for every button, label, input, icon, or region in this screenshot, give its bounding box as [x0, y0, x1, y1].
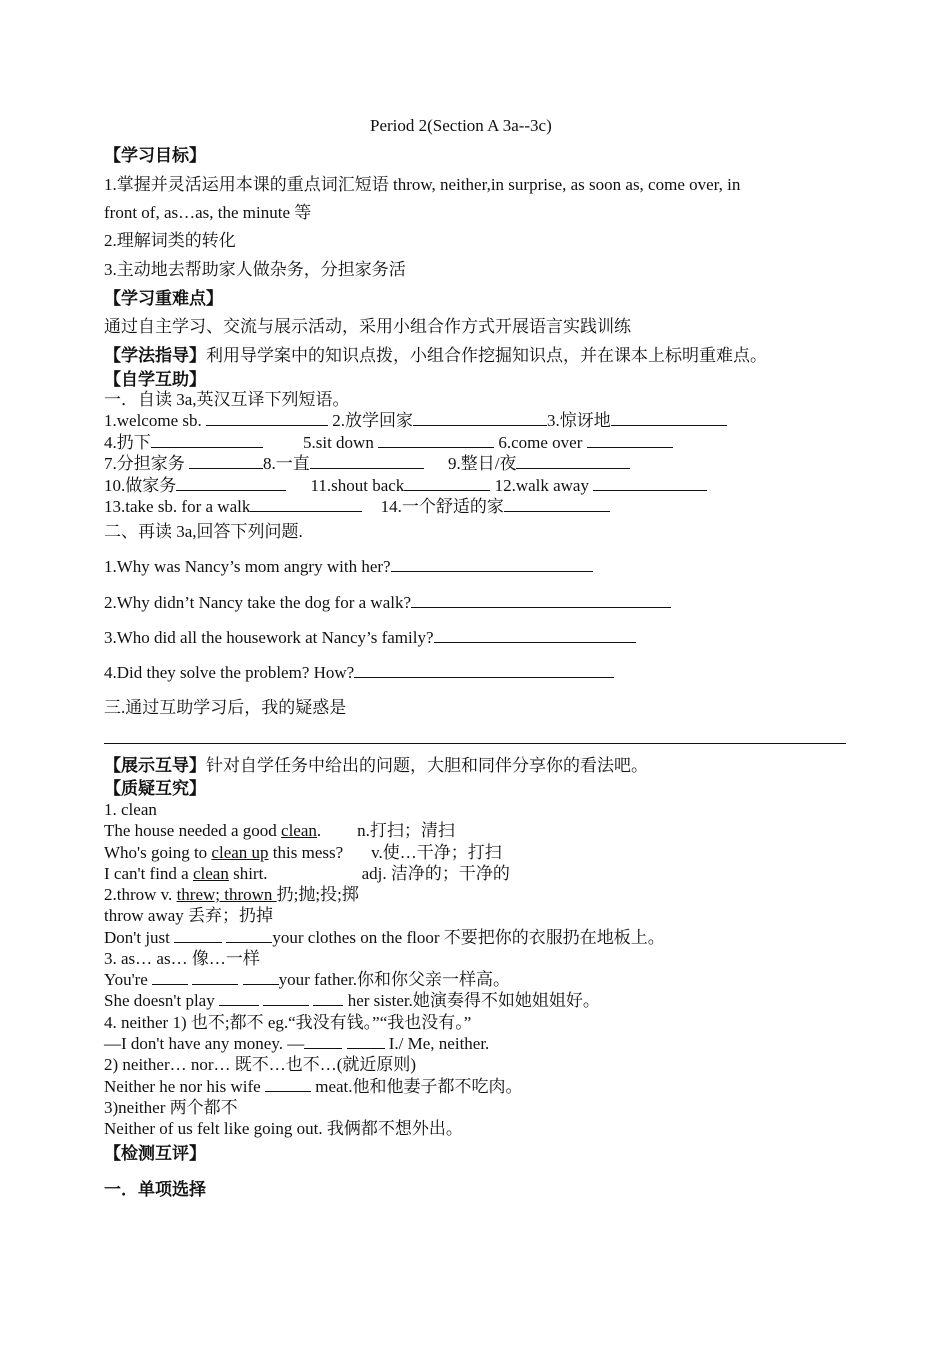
- throw-sentence: Don't just your clothes on the floor 不要把你的衣服扔在地板上。: [104, 928, 665, 947]
- asas-sentence-1: You're your father.你和你父亲一样高。: [104, 970, 510, 989]
- phrase-7-blank[interactable]: [189, 453, 263, 469]
- throw-away: throw away 丢弃；扔掉: [104, 906, 274, 925]
- phrase-13: 13.take sb. for a walk: [104, 497, 251, 516]
- phrase-12-blank[interactable]: [593, 475, 707, 491]
- phrase-9-blank[interactable]: [516, 453, 630, 469]
- test-part1: 一．单项选择: [104, 1180, 206, 1200]
- method-line: [104, 345, 767, 367]
- show-text: 针对自学任务中给出的问题，大胆和同伴分享你的看法吧。: [206, 756, 648, 775]
- phrase-11: 11.shout back: [310, 476, 405, 495]
- clean-sentence-3: I can't find a clean shirt. adj. 洁净的；干净的: [104, 864, 510, 883]
- phrase-9: 9.整日/夜: [448, 454, 517, 473]
- phrase-14: 14.一个舒适的家: [380, 497, 504, 516]
- phrase-row-5: [104, 496, 610, 518]
- goal-1-line-2: front of, as…as, the minute 等: [104, 203, 312, 222]
- method-text: 利用导学案中的知识点拨，小组合作挖掘知识点，并在课本上标明重难点。: [206, 346, 767, 365]
- question-4-answer[interactable]: [354, 662, 614, 678]
- phrase-11-blank[interactable]: [404, 475, 490, 491]
- phrase-row-3: [104, 453, 630, 475]
- neither-sentence-2: Neither he nor his wife meat.他和他妻子都不吃肉。: [104, 1077, 523, 1096]
- neither-blank-1[interactable]: [304, 1033, 342, 1049]
- phrase-12: 12.walk away: [494, 476, 589, 495]
- goals-heading: 【学习目标】: [104, 146, 206, 166]
- asas-sentence-2: She doesn't play her sister.她演奏得不如她姐姐好。: [104, 991, 600, 1010]
- question-1-answer[interactable]: [391, 556, 593, 572]
- question-3-answer[interactable]: [434, 627, 636, 643]
- asas-blank-1[interactable]: [152, 969, 188, 985]
- test-heading: 【检测互评】: [104, 1144, 206, 1164]
- neither-nor: 2) neither… nor… 既不…也不…(就近原则): [104, 1055, 417, 1074]
- neither-blank-3[interactable]: [265, 1076, 311, 1092]
- throw-blank-1[interactable]: [174, 927, 222, 943]
- phrase-row-2: [104, 432, 673, 454]
- page-title: Period 2(Section A 3a--3c): [370, 116, 552, 135]
- asas-blank-2[interactable]: [192, 969, 238, 985]
- phrase-10: 10.做家务: [104, 476, 177, 495]
- phrase-1-blank[interactable]: [206, 410, 328, 426]
- question-1-text: 1.Why was Nancy’s mom angry with her?: [104, 557, 391, 576]
- clean-sentence-2: Who's going to clean up this mess? v.使…干净；打扫: [104, 843, 502, 862]
- question-2-answer[interactable]: [411, 592, 671, 608]
- throw-head: 2.throw v. threw; thrown 扔;抛;投;掷: [104, 885, 359, 904]
- throw-blank-2[interactable]: [226, 927, 272, 943]
- phrase-5: 5.sit down: [303, 433, 374, 452]
- neither-head: 4. neither 1) 也不;都不 eg.“我没有钱。”“我也没有。”: [104, 1013, 472, 1032]
- neither-blank-2[interactable]: [347, 1033, 385, 1049]
- phrase-3: 3.惊讶地: [546, 411, 611, 430]
- asas-blank-6[interactable]: [313, 990, 343, 1006]
- focus-heading: 【学习重难点】: [104, 289, 223, 309]
- asas-blank-5[interactable]: [263, 990, 309, 1006]
- question-4-text: 4.Did they solve the problem? How?: [104, 663, 355, 682]
- part3-doubts: 三.通过互助学习后，我的疑惑是: [104, 698, 347, 717]
- clean-head: 1. clean: [104, 800, 157, 819]
- question-1: [104, 556, 593, 578]
- neither-sentence-3: Neither of us felt like going out. 我俩都不想外出。: [104, 1119, 463, 1138]
- phrase-2-blank[interactable]: [413, 410, 547, 426]
- question-4: [104, 662, 614, 684]
- phrase-6-blank[interactable]: [587, 432, 673, 448]
- phrase-8-blank[interactable]: [310, 453, 424, 469]
- phrase-7: 7.分担家务: [104, 454, 185, 473]
- phrase-8: 8.一直: [263, 454, 310, 473]
- clean-sentence-1: The house needed a good clean. n.打扫；清扫: [104, 821, 455, 840]
- neither-both: 3)neither 两个都不: [104, 1098, 238, 1117]
- phrase-13-blank[interactable]: [250, 496, 362, 512]
- asas-head: 3. as… as… 像…一样: [104, 949, 260, 968]
- show-line: [104, 755, 648, 777]
- show-heading: 【展示互导】: [104, 756, 206, 776]
- neither-sentence-1: —I don't have any money. — I./ Me, neither.: [104, 1034, 490, 1053]
- part2-instruction: 二、再读 3a,回答下列问题.: [104, 522, 303, 541]
- method-heading: 【学法指导】: [104, 346, 206, 366]
- phrase-6: 6.come over: [498, 433, 583, 452]
- question-3: [104, 627, 636, 649]
- self-study-heading: 【自学互助】: [104, 370, 206, 390]
- phrase-1: 1.welcome sb.: [104, 411, 202, 430]
- asas-blank-3[interactable]: [243, 969, 279, 985]
- phrase-3-blank[interactable]: [611, 410, 727, 426]
- question-3-text: 3.Who did all the housework at Nancy’s family?: [104, 628, 434, 647]
- focus-text: 通过自主学习、交流与展示活动，采用小组合作方式开展语言实践训练: [104, 317, 631, 336]
- goal-2: 2.理解词类的转化: [104, 231, 236, 250]
- phrase-2: 2.放学回家: [332, 411, 413, 430]
- phrase-14-blank[interactable]: [504, 496, 610, 512]
- part1-instruction: 一．自读 3a,英汉互译下列短语。: [104, 390, 350, 409]
- question-2-text: 2.Why didn’t Nancy take the dog for a walk?: [104, 593, 412, 612]
- phrase-row-4: [104, 475, 707, 497]
- phrase-10-blank[interactable]: [176, 475, 286, 491]
- explore-heading: 【质疑互究】: [104, 779, 206, 799]
- phrase-5-blank[interactable]: [378, 432, 494, 448]
- goal-3: 3.主动地去帮助家人做杂务，分担家务活: [104, 260, 406, 279]
- asas-blank-4[interactable]: [219, 990, 259, 1006]
- doubts-answer-line[interactable]: [104, 743, 846, 744]
- phrase-4: 4.扔下: [104, 433, 151, 452]
- question-2: [104, 592, 671, 614]
- goal-1-line-1: 1.掌握并灵活运用本课的重点词汇短语 throw, neither,in surprise, as soon as, come over, in: [104, 175, 741, 194]
- phrase-4-blank[interactable]: [151, 432, 263, 448]
- phrase-row-1: [104, 410, 727, 432]
